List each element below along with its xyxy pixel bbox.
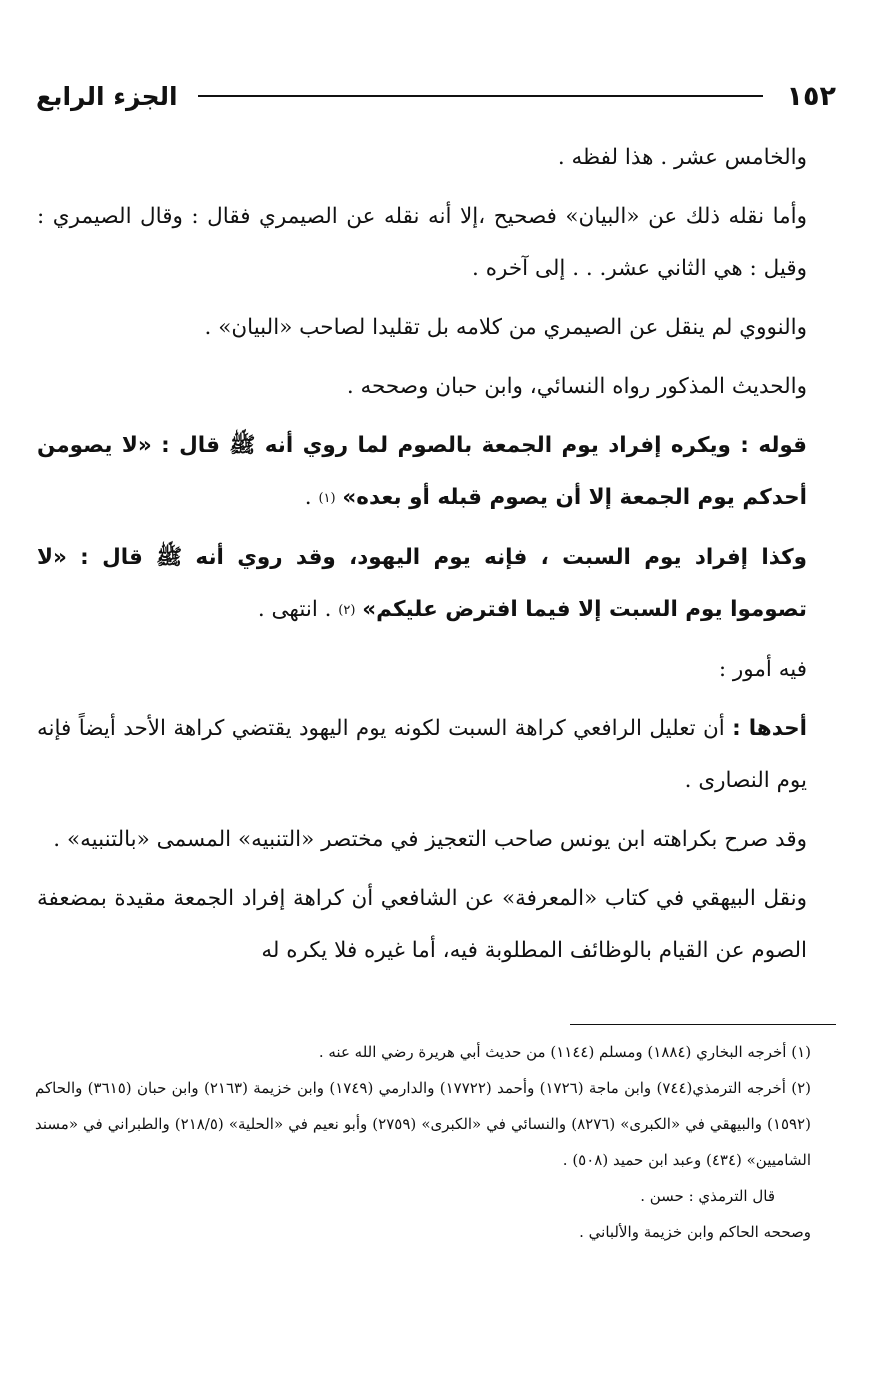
paragraph-6: [37, 532, 807, 637]
paragraph-2: وأما نقله ذلك عن «البيان» فصحيح ،إلا أنه نقله عن الصيمري فقال : وقال الصيمري : وقيل : هي الثاني عشر. . . إلى آخره .: [37, 204, 807, 281]
paragraph-3: والنووي لم ينقل عن الصيمري من كلامه بل تقليدا لصاحب «البيان» .: [204, 315, 807, 340]
footnote-2-note-b: وصححه الحاكم وابن خزيمة والألباني .: [579, 1223, 811, 1241]
page-number: ١٥٢: [786, 80, 836, 112]
page-header: [36, 74, 836, 118]
paragraph-10: ونقل البيهقي في كتاب «المعرفة» عن الشافعي أن كراهة إفراد الجمعة مقيدة بمضعفة الصوم عن القيام بالوظائف المطلوبة فيه، أما غيره فلا يكره له: [37, 886, 807, 963]
header-rule: [198, 95, 763, 97]
footnote-separator: [570, 1024, 836, 1025]
footnote-2: (٢) أخرجه الترمذي(٧٤٤) وابن ماجة (١٧٢٦) وأحمد (١٧٧٢٢) والدارمي (١٧٤٩) وابن خزيمة (٢١٦٣) وابن حبان (٣٦١٥) والحاكم (١٥٩٢) والبيهقي في «الكبرى» (٨٢٧٦) والنسائي في «الكبرى» (٢٧٥٩) وأبو نعيم في «الحلية» (٢١٨/٥) والطبراني في «مسند الشاميين» (٤٣٤) وعبد ابن حميد (٥٠٨) .: [35, 1079, 812, 1169]
quoted-text-bold: وكذا إفراد يوم السبت ، فإنه يوم اليهود، وقد روي أنه ﷺ قال : «لا تصوموا يوم السبت إلا فيما افترض عليكم»: [37, 545, 807, 622]
quoted-text-bold: قوله : ويكره إفراد يوم الجمعة بالصوم لما روي أنه ﷺ قال : «لا يصومن أحدكم يوم الجمعة إلا أن يصوم قبله أو بعده»: [37, 433, 807, 510]
paragraph-1: والخامس عشر . هذا لفظه .: [557, 145, 807, 170]
paragraph-4: والحديث المذكور رواه النسائي، وابن حبان وصححه .: [346, 374, 807, 399]
footnote-1: (١) أخرجه البخاري (١٨٨٤) ومسلم (١١٤٤) من حديث أبي هريرة رضي الله عنه .: [318, 1043, 811, 1061]
footnote-2-note-a: قال الترمذي : حسن .: [640, 1187, 775, 1205]
paragraph-8: [37, 703, 807, 807]
paragraph-8-text: أن تعليل الرافعي كراهة السبت لكونه يوم اليهود يقتضي كراهة الأحد أيضاً فإنه يوم النصارى .: [37, 716, 807, 793]
paragraph-7: فيه أمور :: [718, 657, 807, 682]
paragraph-5: [37, 420, 807, 525]
footnotes: [35, 1034, 811, 1250]
paragraph-9: وقد صرح بكراهته ابن يونس صاحب التعجيز في مختصر «التنبيه» المسمى «بالتنبيه» .: [53, 827, 807, 852]
main-text: [37, 132, 807, 984]
paragraph-5-end: .: [304, 485, 319, 510]
section-heading-inline: أحدها :: [732, 716, 807, 741]
paragraph-6-end: . انتهى .: [257, 597, 339, 622]
footnote-ref-1: (١): [318, 491, 336, 506]
running-title: الجزء الرابع: [36, 81, 178, 111]
footnote-ref-2: (٢): [338, 603, 356, 618]
